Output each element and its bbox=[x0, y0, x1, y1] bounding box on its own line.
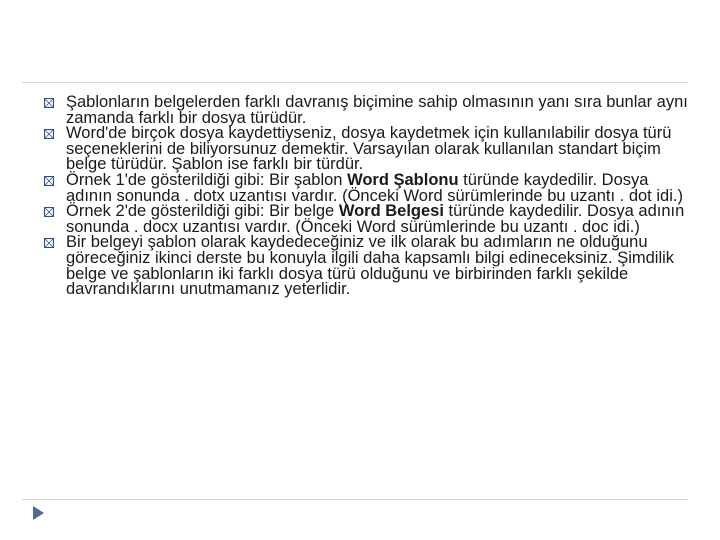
bullet-text-post: türünde kaydedilir. Dosya adının sonunda . docx uzantısı vardır. (Önceki Word sürümlerinde bu uzantı . doc idi.) bbox=[66, 202, 685, 236]
list-item bbox=[44, 126, 694, 173]
next-slide-arrow-icon[interactable] bbox=[33, 506, 44, 520]
bottom-divider bbox=[22, 499, 688, 500]
bullet-icon bbox=[44, 238, 54, 248]
list-item bbox=[44, 95, 694, 126]
bullet-text-bold: Word Şablonu bbox=[347, 170, 459, 189]
top-divider bbox=[22, 82, 688, 83]
bullet-icon bbox=[44, 207, 54, 217]
slide-content bbox=[44, 95, 694, 298]
bullet-icon bbox=[44, 176, 54, 186]
bullet-list bbox=[44, 95, 694, 298]
bullet-icon bbox=[44, 98, 54, 108]
bullet-text: Şablonların belgelerden farklı davranış biçimine sahip olmasının yanı sıra bunlar aynı zamanda farklı bir dosya türüdür. bbox=[66, 93, 688, 127]
bullet-text-pre: Örnek 1'de gösterildiği gibi: Bir şablon bbox=[66, 170, 348, 189]
list-item bbox=[44, 204, 694, 235]
bullet-text: Word'de birçok dosya kaydettiyseniz, dosya kaydetmek için kullanılabilir dosya türü seçeneklerini de biliyorsunuz demektir. Varsayılan olarak kullanılan standart biçim belge türüdür. Şablon ise farklı bir türdür. bbox=[66, 124, 672, 174]
bullet-icon bbox=[44, 129, 54, 139]
bullet-text-pre: Örnek 2'de gösterildiği gibi: Bir belge bbox=[66, 202, 339, 221]
bullet-text-post: türünde kaydedilir. Dosya adının sonunda . dotx uzantısı vardır. (Önceki Word sürümlerinde bu uzantı . dot idi.) bbox=[66, 170, 683, 205]
list-item bbox=[44, 170, 694, 205]
bullet-text-bold: Word Belgesi bbox=[338, 202, 444, 221]
list-item bbox=[44, 235, 694, 297]
bullet-text: Bir belgeyi şablon olarak kaydedeceğiniz ve ilk olarak bu adımların ne olduğunu göreceğiniz ikinci derste bu konuyla ilgili daha kapsamlı bilgi edineceksiniz. Şimdilik belge ve şablonların iki farklı dosya türü olduğunu ve birbirinden farklı şekilde davrandıklarını unutmamanız yeterlidir. bbox=[66, 233, 675, 299]
